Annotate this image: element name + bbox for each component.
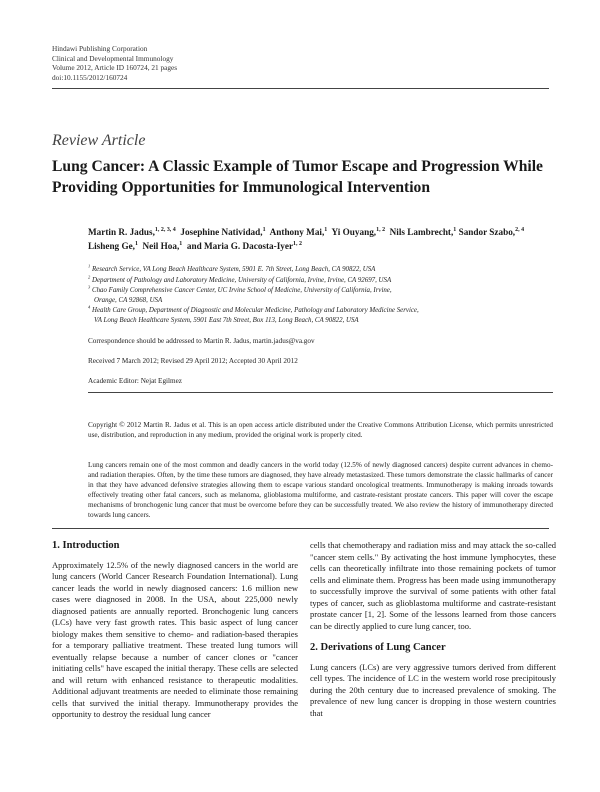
header-rule bbox=[52, 88, 549, 89]
author-list bbox=[88, 225, 558, 253]
author-name[interactable]: Nils Lambrecht,$^1$ bbox=[389, 226, 457, 237]
affiliation-list bbox=[88, 265, 558, 327]
author-name[interactable]: Neil Hoa,$^1$ bbox=[142, 240, 183, 251]
volume-info: Volume 2012, Article ID 160724, 21 pages bbox=[52, 63, 178, 73]
author-name[interactable]: Lisheng Ge,$^1$ bbox=[88, 240, 138, 251]
academic-editor: Academic Editor: Nejat Egilmez bbox=[88, 377, 182, 385]
affiliation: $^1$ Research Service, VA Long Beach Healthcare System, 5901 E. 7th Street, Long Beach, CA 90822, USA bbox=[88, 263, 376, 273]
doi-link[interactable]: doi:10.1155/2012/160724 bbox=[52, 72, 128, 82]
affiliation: $^3$ Chao Family Comprehensive Cancer Center, UC Irvine School of Medicine, University of California, Irvine, Orange, CA 92868, USA bbox=[88, 284, 392, 304]
author-name[interactable]: Yi Ouyang,$^{1, 2}$ bbox=[331, 226, 386, 237]
publisher: Hindawi Publishing Corporation bbox=[52, 44, 148, 53]
section-text: Lung cancers (LCs) are very aggressive tumors derived from different cell types. The incidence of LC in the western world rose precipitously during the 20th century due to increased prevalence of smoking. The prevalence of new lung cancer is dropping in those western countries that bbox=[310, 661, 556, 718]
author-name[interactable]: Anthony Mai,$^1$ bbox=[269, 226, 328, 237]
section-heading: 2. Derivations of Lung Cancer bbox=[310, 642, 446, 653]
meta-rule bbox=[88, 392, 553, 393]
journal-name: Clinical and Developmental Immunology bbox=[52, 53, 174, 63]
copyright: Copyright © 2012 Martin R. Jadus et al. This is an open access article distributed under the Creative Commons Attribution License, which permits unrestricted use, distribution, and reproduction in any medium, provided the original work is properly cited. bbox=[88, 421, 553, 439]
affiliation: $^2$ Department of Pathology and Laboratory Medicine, University of California, Irvine, Irvine, CA 92697, USA bbox=[88, 274, 392, 284]
author-name[interactable]: Sandor Szabo,$^{2, 4}$ bbox=[458, 226, 525, 237]
author-name[interactable]: Martin R. Jadus,$^{1, 2, 3, 4}$ bbox=[88, 226, 176, 237]
article-type: Review Article bbox=[52, 132, 146, 149]
section-text: Approximately 12.5% of the newly diagnosed cancers in the world are lung cancers (World Cancer Research Foundation International). Lung cancer leads the world in newly diagnosed cancers: 1.6 million new cases were diagnosed in 2008. In the USA, about 225,000 newly diagnosed patients are annually reported. Bronchogenic lung cancers (LCs) have very fast growth rates. This basic aspect of lung cancer biology makes them sensitive to chemo- and radiation-based therapies for a temporary palliative treatment. These treated lung tumors will eventually relapse because a number of cancer clones or "cancer initiating cells" have escaped the initial therapy. These cells are selected and will return with enhanced resistance to therapeutic modalities. Additional adjuvant treatments are needed to eliminate those remaining cells that survived the initial therapy. Immunotherapy provides the opportunity to destroy the residual lung cancer bbox=[52, 559, 298, 719]
dates: Received 7 March 2012; Revised 29 April 2012; Accepted 30 April 2012 bbox=[88, 357, 298, 365]
section-text: cells that chemotherapy and radiation miss and may attack the so-called "cancer stem cells." By activating the host immune lymphocytes, these cells can theoretically infiltrate into those remaining pockets of tumor cells and eliminate them. Progress has been made using immunotherapy to successfully improve the survival of some patients with other fatal types of cancer, such as glioblastoma multiforme and castrate-resistant prostate cancer [1, 2]. Some of the lessons learned from those cancers can be directly applied to cure lung cancer, too. bbox=[310, 540, 556, 631]
right-column bbox=[310, 540, 556, 719]
abstract-rule bbox=[52, 528, 549, 529]
author-name[interactable]: and Maria G. Dacosta-Iyer$^{1, 2}$ bbox=[186, 240, 302, 251]
journal-header bbox=[52, 44, 177, 82]
abstract: Lung cancers remain one of the most common and deadly cancers in the world today (12.5% of newly diagnosed cancers) despite current advances in chemo- and radiation therapies. Often, by the time these tumors are diagnosed, they have already metastasized. These tumors demonstrate the classic hallmarks of cancer in that they have advanced defensive strategies allowing them to escape various standard oncological treatments. Immunotherapy is making inroads towards effectively treating other fatal cancers, such as melanoma, glioblastoma multiforme, and castrate-resistant prostate cancers. This paper will cover the escape mechanisms of bronchogenic lung cancer that must be overcome before they can be successfully treated. We also review the history of immunotherapy directed towards lung cancers. bbox=[88, 461, 553, 519]
correspondence[interactable]: Correspondence should be addressed to Martin R. Jadus, martin.jadus@va.gov bbox=[88, 337, 315, 345]
author-name[interactable]: Josephine Natividad,$^1$ bbox=[180, 226, 266, 237]
section-heading: 1. Introduction bbox=[52, 540, 120, 551]
article-title: Lung Cancer: A Classic Example of Tumor Escape and Progression While Providing Opportunities for Immunological Intervention bbox=[52, 158, 543, 196]
left-column bbox=[52, 540, 298, 721]
affiliation: $^4$ Health Care Group, Department of Diagnostic and Molecular Medicine, Pathology and Laboratory Medicine Service, VA Long Beach Healthcare System, 5901 East 7th Street, Box 113, Long Beach, CA 90822, USA bbox=[88, 305, 419, 324]
